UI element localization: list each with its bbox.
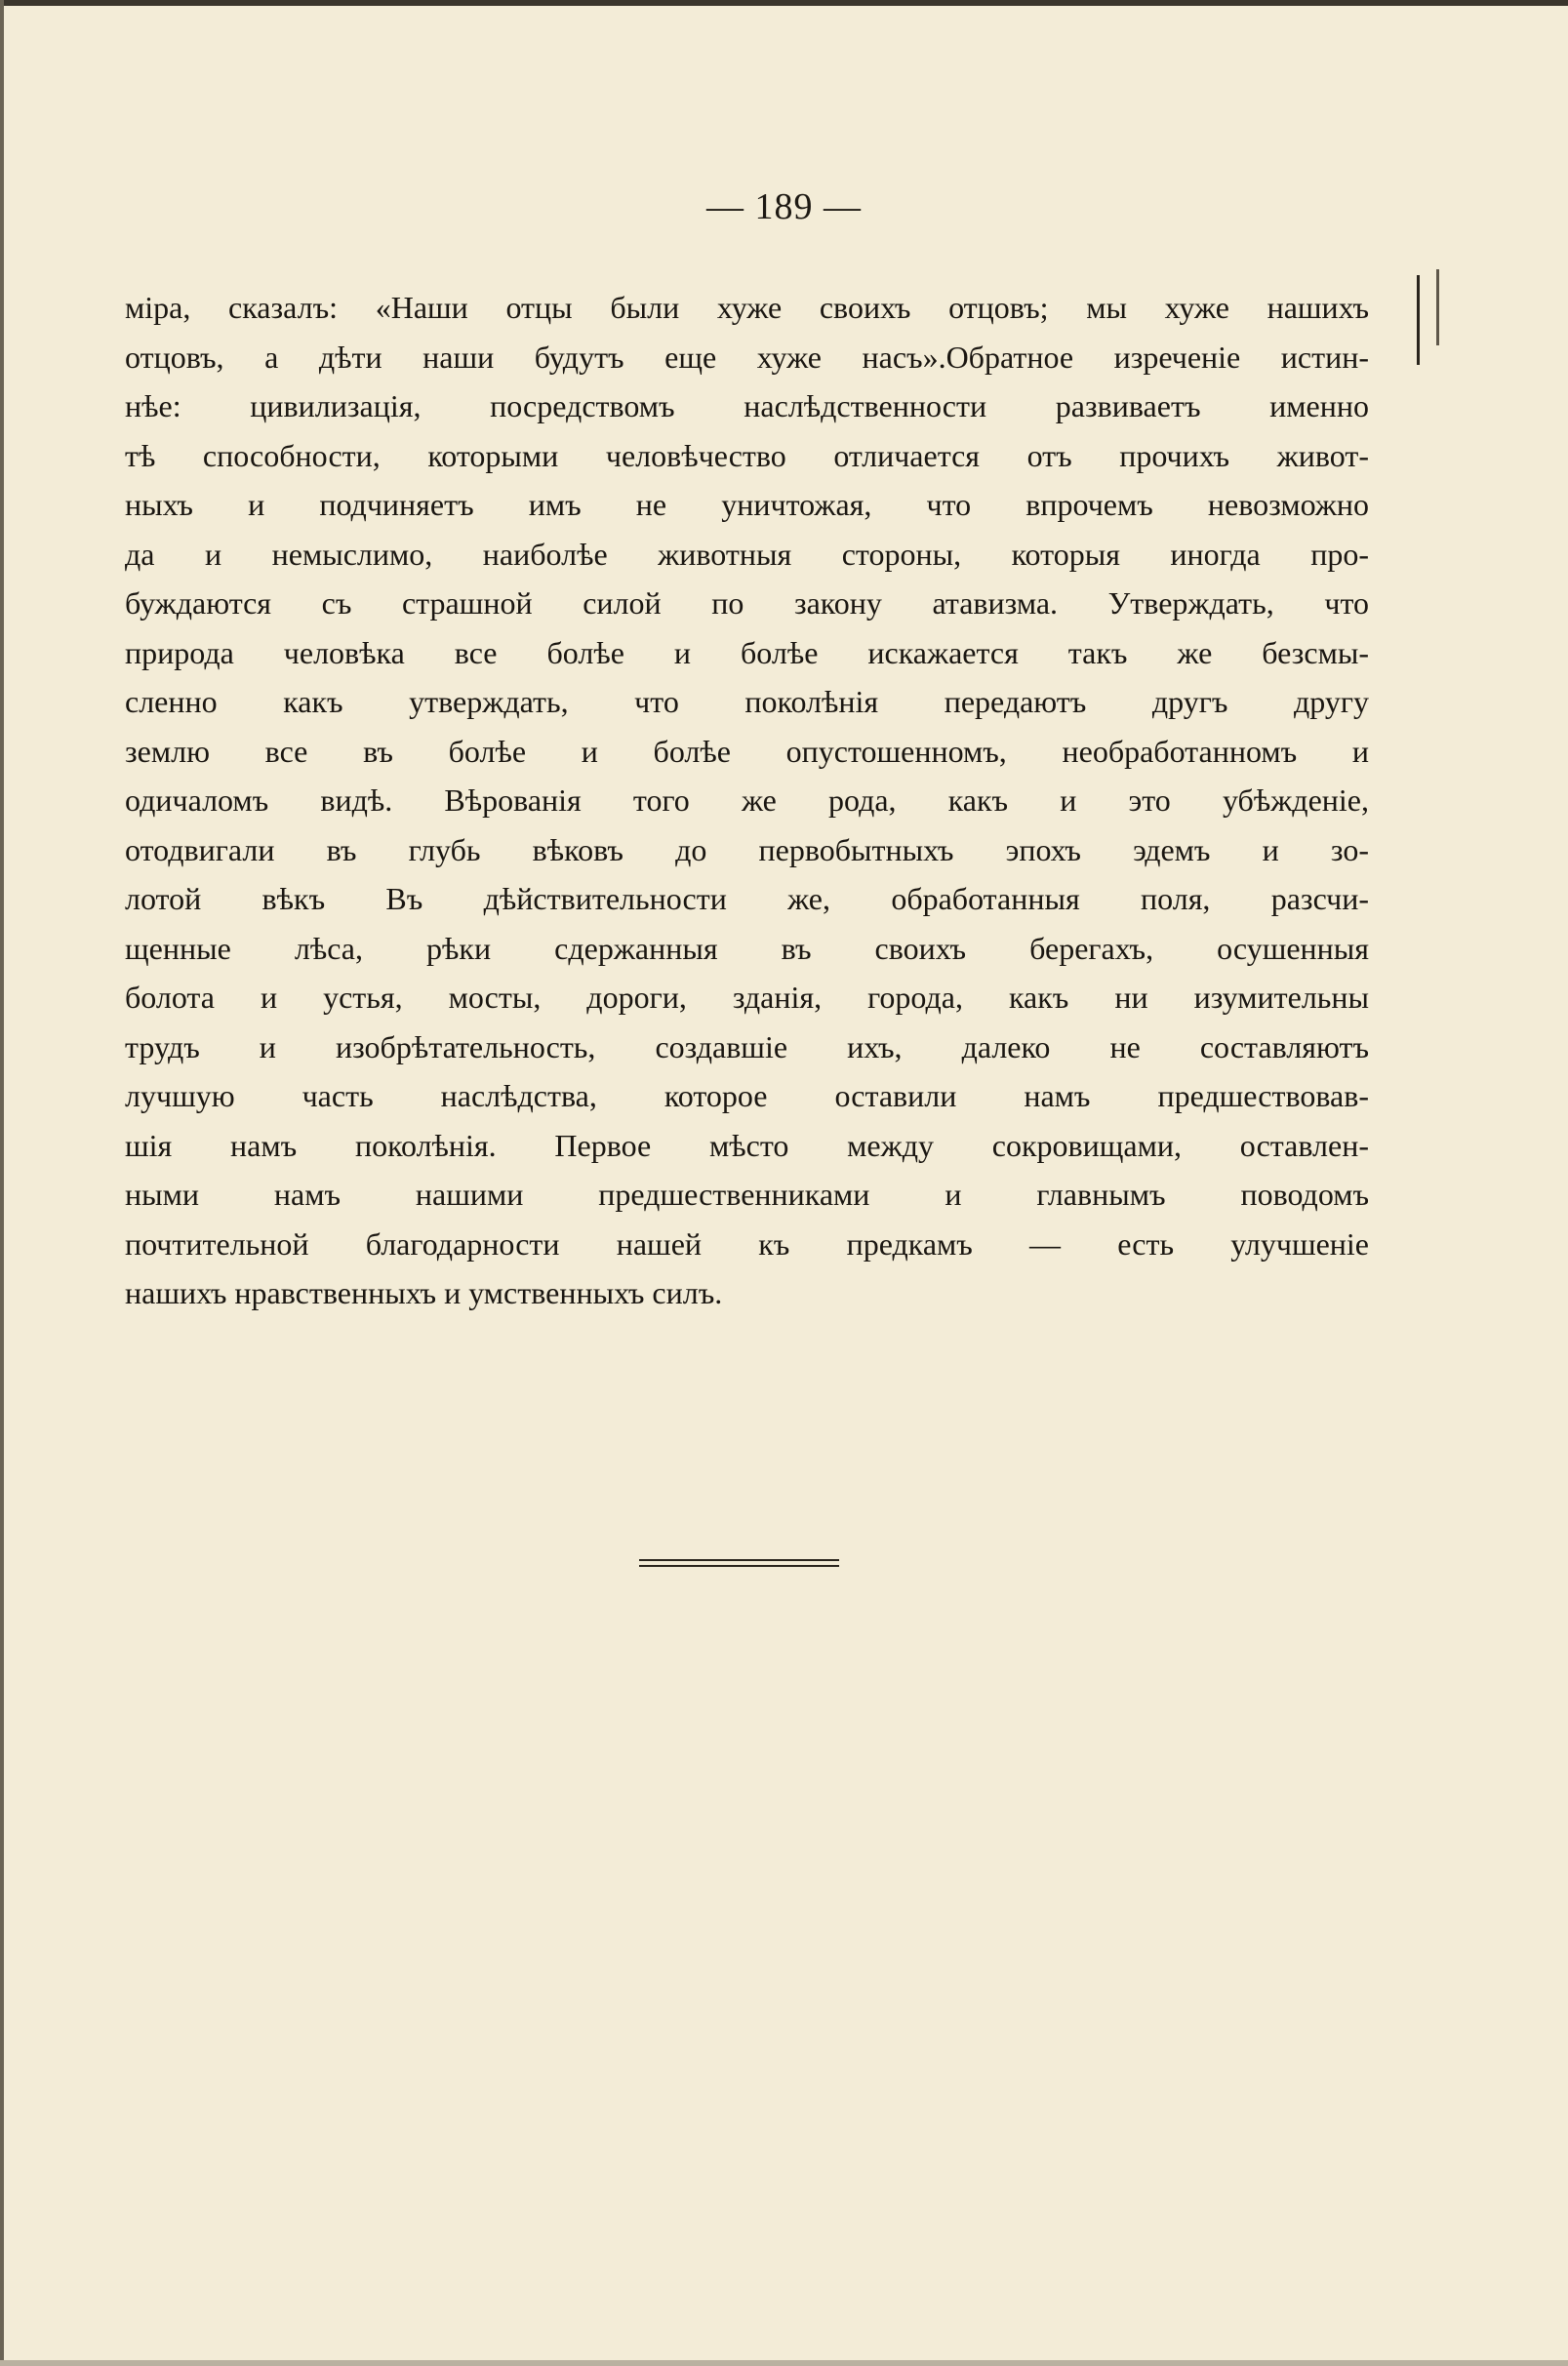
text-line: отцовъ, а дѣти наши будутъ еще хуже насъ».Обратное изреченіе истин- <box>125 339 1369 375</box>
text-line: лучшую часть наслѣдства, которое оставили намъ предшествовав- <box>125 1078 1369 1113</box>
text-line: отодвигали въ глубь вѣковъ до первобытныхъ эпохъ эдемъ и зо- <box>125 831 1369 867</box>
text-line: лотой вѣкъ Въ дѣйствительности же, обработанныя поля, разсчи- <box>125 881 1369 916</box>
text-line: землю все въ болѣе и болѣе опустошенномъ, необработанномъ и <box>125 733 1369 769</box>
text-line: шія намъ поколѣнія. Первое мѣсто между сокровищами, оставлен- <box>125 1127 1369 1163</box>
body-paragraph <box>125 283 1369 1318</box>
text-line: нашихъ нравственныхъ и умственныхъ силъ. <box>125 1275 723 1310</box>
text-line: болота и устья, мосты, дороги, зданія, города, какъ ни изумительны <box>125 980 1369 1015</box>
text-line: тѣ способности, которыми человѣчество отличается отъ прочихъ живот- <box>125 437 1369 473</box>
text-line: міра, сказалъ: «Наши отцы были хуже своихъ отцовъ; мы хуже нашихъ <box>125 290 1369 325</box>
section-separator <box>639 1559 839 1569</box>
text-line: да и немыслимо, наиболѣе животныя стороны, которыя иногда про- <box>125 536 1369 572</box>
text-line: природа человѣка все болѣе и болѣе искажается такъ же безсмы- <box>125 634 1369 670</box>
text-line: одичаломъ видѣ. Вѣрованія того же рода, какъ и это убѣжденіе, <box>125 782 1369 818</box>
page-left-edge <box>0 0 4 2366</box>
margin-mark <box>1417 275 1420 365</box>
text-line: ными намъ нашими предшественниками и главнымъ поводомъ <box>125 1177 1369 1212</box>
text-line: щенные лѣса, рѣки сдержанныя въ своихъ берегахъ, осушенныя <box>125 930 1369 966</box>
margin-mark <box>1436 269 1439 345</box>
page-number: — 189 — <box>706 186 862 227</box>
text-line: трудъ и изобрѣтательность, создавшіе ихъ, далеко не составляютъ <box>125 1028 1369 1064</box>
text-line: сленно какъ утверждать, что поколѣнія передаютъ другъ другу <box>125 684 1369 719</box>
page-top-edge <box>0 0 1568 6</box>
text-line: нѣе: цивилизація, посредствомъ наслѣдственности развиваетъ именно <box>125 388 1369 423</box>
text-line: ныхъ и подчиняетъ имъ не уничтожая, что впрочемъ невозможно <box>125 487 1369 522</box>
page-bottom-edge <box>0 2360 1568 2366</box>
text-line: буждаются съ страшной силой по закону атавизма. Утверждать, что <box>125 585 1369 621</box>
text-line: почтительной благодарности нашей къ предкамъ — есть улучшеніе <box>125 1225 1369 1262</box>
